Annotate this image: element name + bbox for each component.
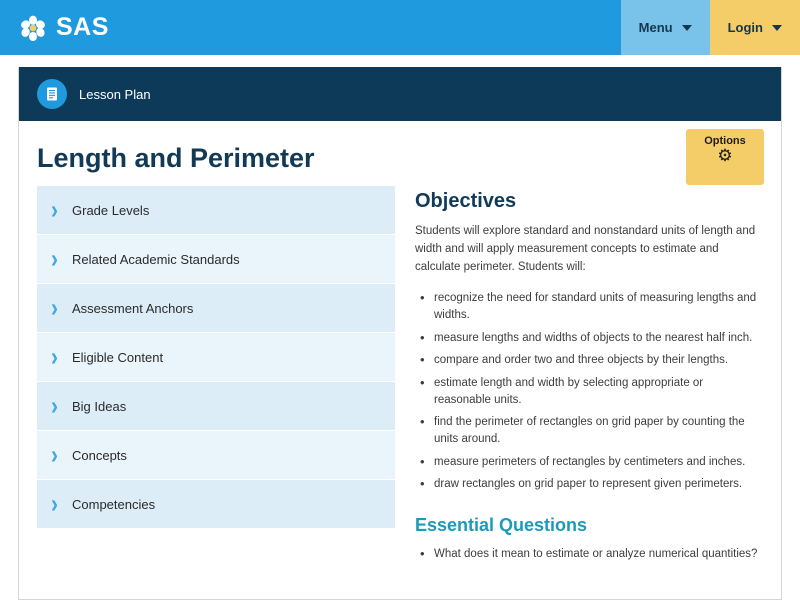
accordion-item-label: Competencies (72, 496, 156, 512)
document-type-label: Lesson Plan (79, 86, 151, 102)
accordion-item-label: Concepts (72, 447, 127, 463)
list-item: • measure lengths and widths of objects to the nearest half inch. (432, 330, 763, 347)
objectives-heading: Objectives (415, 190, 517, 212)
accordion-item-competencies[interactable] (37, 480, 395, 529)
chevron-down-icon (682, 25, 692, 31)
content-body (19, 186, 781, 569)
list-item: • compare and order two and three objects by their lengths. (432, 352, 763, 369)
essential-questions-heading: Essential Questions (415, 515, 588, 536)
login-button[interactable] (710, 0, 800, 55)
chevron-right-icon: › (51, 391, 58, 421)
flower-logo-icon (20, 15, 46, 41)
top-navigation-bar (0, 0, 800, 55)
chevron-right-icon: › (51, 244, 58, 274)
list-item: • estimate length and width by selecting appropriate or reasonable units. (432, 375, 763, 408)
chevron-right-icon: › (51, 195, 58, 225)
essential-questions-list (415, 546, 763, 563)
accordion-item-label: Assessment Anchors (72, 300, 194, 316)
chevron-right-icon: › (51, 489, 58, 519)
list-item: • measure perimeters of rectangles by centimeters and inches. (432, 454, 763, 471)
login-button-label: Login (727, 20, 763, 35)
document-icon (37, 79, 67, 109)
list-item: • recognize the need for standard units of measuring lengths and widths. (432, 290, 763, 323)
list-item: • draw rectangles on grid paper to represent given perimeters. (432, 476, 763, 493)
accordion-item-grade-levels[interactable] (37, 186, 395, 235)
menu-button[interactable] (621, 0, 710, 55)
options-button[interactable] (686, 129, 764, 185)
chevron-right-icon: › (51, 293, 58, 323)
title-row (19, 121, 781, 186)
gear-icon: ⚙ (717, 146, 733, 165)
accordion-item-assessment-anchors[interactable] (37, 284, 395, 333)
accordion-list (37, 186, 395, 569)
accordion-item-big-ideas[interactable] (37, 382, 395, 431)
accordion-item-label: Grade Levels (72, 202, 150, 218)
lesson-plan-page (18, 67, 782, 600)
accordion-item-label: Related Academic Standards (72, 251, 240, 267)
top-nav-actions (621, 0, 800, 55)
chevron-right-icon: › (51, 440, 58, 470)
list-item: • What does it mean to estimate or analyze numerical quantities? (432, 546, 763, 563)
document-type-header (19, 67, 781, 121)
options-button-label: Options (704, 135, 746, 147)
chevron-right-icon: › (51, 342, 58, 372)
objectives-section (415, 186, 763, 569)
list-item: • find the perimeter of rectangles on grid paper by counting the units around. (432, 414, 763, 447)
menu-button-label: Menu (638, 20, 673, 35)
brand-name: SAS (56, 13, 109, 41)
chevron-down-icon (772, 25, 782, 31)
objectives-intro: Students will explore standard and nonstandard units of length and width and will apply measurement concepts to estimate and calculate perimeter. Students will: (415, 225, 756, 273)
accordion-item-label: Big Ideas (72, 398, 127, 414)
accordion-item-concepts[interactable] (37, 431, 395, 480)
accordion-item-label: Eligible Content (72, 349, 164, 365)
brand-logo[interactable] (20, 13, 109, 42)
objectives-list (415, 290, 763, 493)
accordion-item-eligible-content[interactable] (37, 333, 395, 382)
page-title: Length and Perimeter (37, 143, 315, 173)
accordion-item-related-academic-standards[interactable] (37, 235, 395, 284)
